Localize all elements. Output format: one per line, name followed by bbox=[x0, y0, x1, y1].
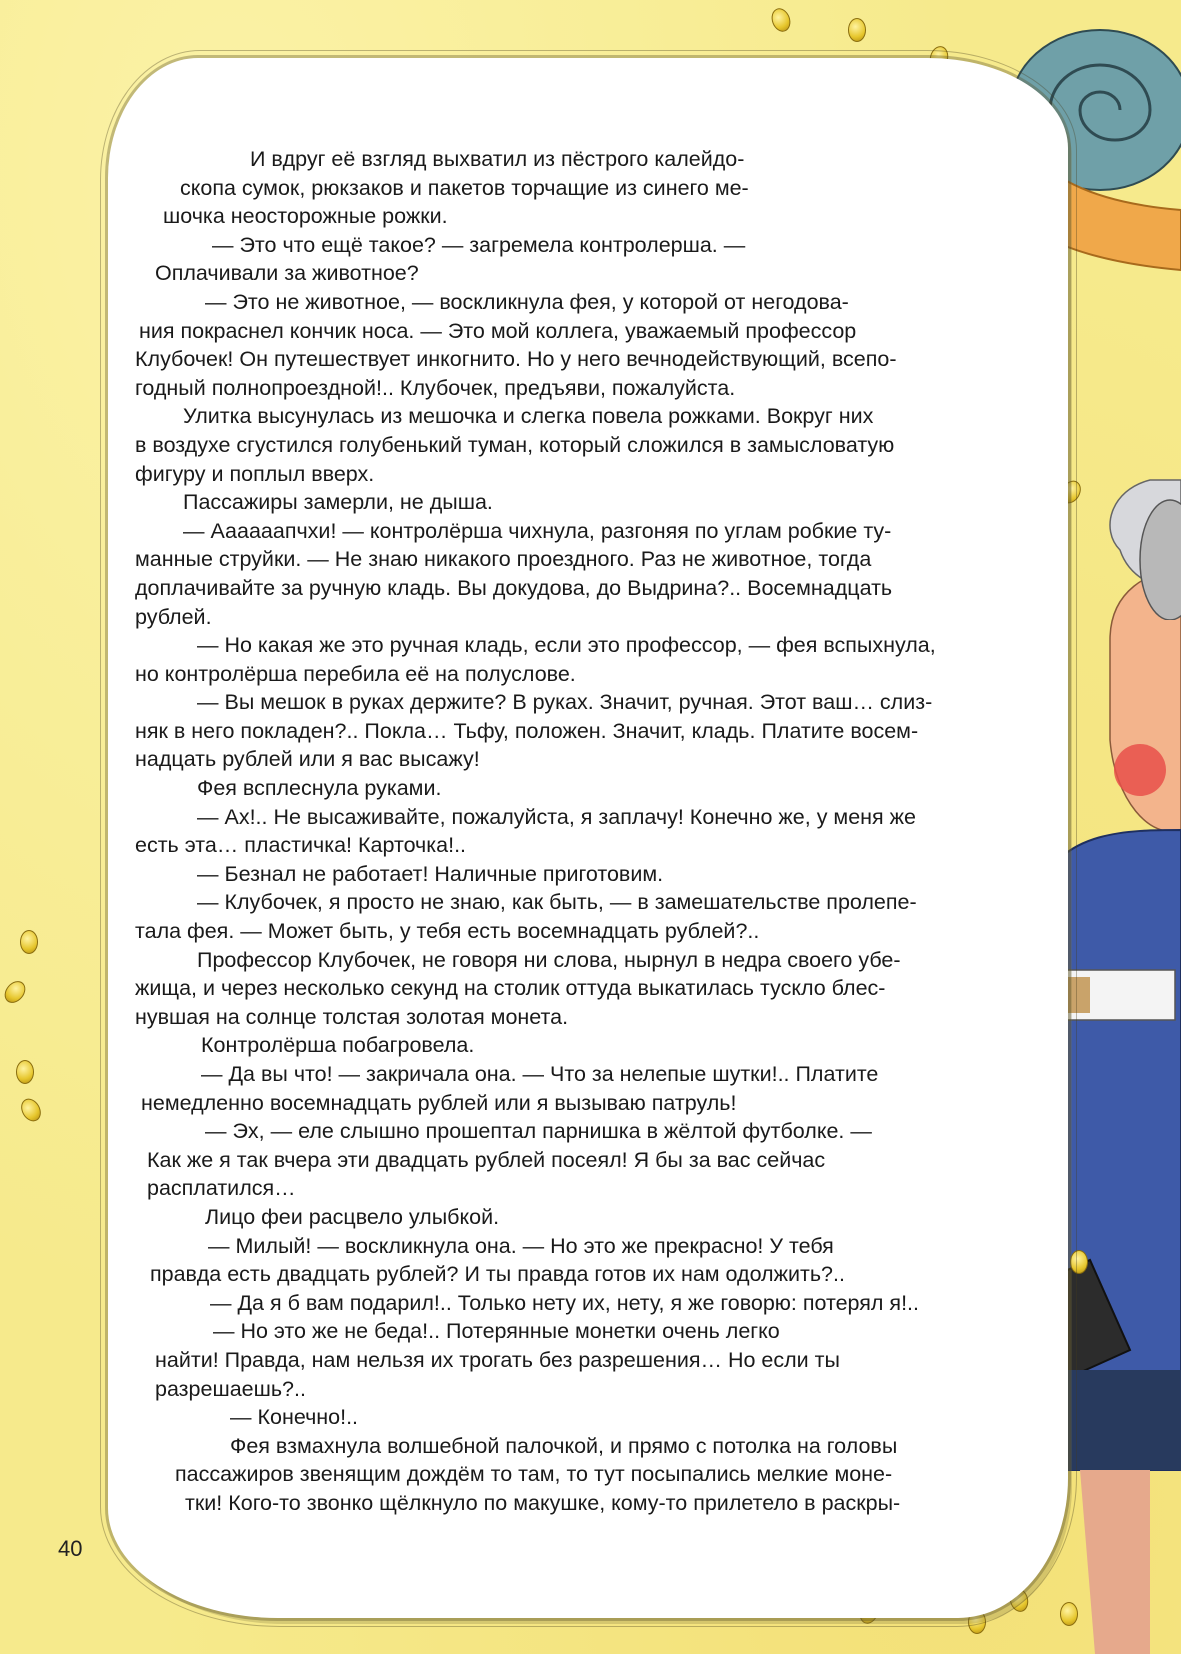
text-line: — Но это же не беда!.. Потерянные монетки очень легко bbox=[213, 1319, 780, 1344]
text-line: Оплачивали за животное? bbox=[155, 261, 419, 286]
text-line: И вдруг её взгляд выхватил из пёстрого калейдо- bbox=[250, 147, 745, 171]
text-line: расплатился… bbox=[147, 1176, 296, 1201]
text-line: шочка неосторожные рожки. bbox=[163, 204, 448, 229]
text-line: найти! Правда, нам нельзя их трогать без разрешения… Но если ты bbox=[155, 1347, 840, 1372]
text-line: Фея всплеснула руками. bbox=[197, 776, 442, 801]
coin-icon bbox=[16, 1060, 34, 1084]
text-line: Лицо феи расцвело улыбкой. bbox=[205, 1204, 500, 1229]
text-line: правда есть двадцать рублей? И ты правда готов их нам одолжить?.. bbox=[150, 1262, 845, 1287]
text-line: няк в него покладен?.. Покла… Тьфу, положен. Значит, кладь. Платите восем- bbox=[135, 718, 919, 743]
text-line: — Милый! — воскликнула она. — Но это же прекрасно! У тебя bbox=[208, 1233, 834, 1258]
text-line: рублей. bbox=[135, 604, 212, 629]
text-line: — Да вы что! — закричала она. — Что за нелепые шутки!.. Платите bbox=[201, 1062, 879, 1086]
text-line: — Безнал не работает! Наличные приготовим. bbox=[197, 861, 664, 886]
text-line: Пассажиры замерли, не дыша. bbox=[183, 490, 493, 515]
text-line: манные струйки. — Не знаю никакого проездного. Раз не животное, тогда bbox=[135, 547, 872, 572]
owl-illustration bbox=[1130, 490, 1181, 620]
text-line: Как же я так вчера эти двадцать рублей посеял! Я бы за вас сейчас bbox=[147, 1147, 826, 1172]
text-line: — Клубочек, я просто не знаю, как быть, — в замешательстве пролепе- bbox=[197, 890, 917, 915]
text-line: — Эх, — еле слышно прошептал парнишка в жёлтой футболке. — bbox=[205, 1119, 872, 1144]
text-line: — Аааааапчхи! — контролёрша чихнула, разгоняя по углам робкие ту- bbox=[183, 518, 892, 543]
text-line: — Вы мешок в руках держите? В руках. Значит, ручная. Этот ваш… слиз- bbox=[197, 690, 933, 715]
coin-icon bbox=[848, 18, 866, 42]
text-line: — Это не животное, — воскликнула фея, у которой от негодова- bbox=[205, 289, 849, 314]
text-line: тки! Кого-то звонко щёлкнуло по макушке, кому-то прилетело в раскры- bbox=[185, 1490, 901, 1515]
text-line: тала фея. — Может быть, у тебя есть восемнадцать рублей?.. bbox=[135, 919, 760, 944]
text-line: пассажиров звенящим дождём то там, то тут посыпались мелкие моне- bbox=[175, 1462, 893, 1487]
coin-icon bbox=[1060, 1602, 1078, 1626]
text-line: Контролёрша побагровела. bbox=[201, 1033, 475, 1058]
text-line: надцать рублей или я вас высажу! bbox=[135, 747, 480, 772]
text-line: — Конечно!.. bbox=[230, 1405, 359, 1430]
text-line: — Да я б вам подарил!.. Только нету их, нету, я же говорю: потерял я!.. bbox=[210, 1290, 919, 1315]
coin-icon bbox=[20, 930, 38, 954]
text-line: Фея взмахнула волшебной палочкой, и прямо с потолка на головы bbox=[230, 1433, 898, 1458]
text-line: Улитка высунулась из мешочка и слегка повела рожками. Вокруг них bbox=[183, 404, 874, 429]
text-line: немедленно восемнадцать рублей или я вызываю патруль! bbox=[141, 1090, 737, 1115]
story-text bbox=[135, 145, 1015, 1518]
text-line: разрешаешь?.. bbox=[155, 1376, 306, 1401]
text-line: Профессор Клубочек, не говоря ни слова, нырнул в недра своего убе- bbox=[197, 947, 901, 972]
text-line: жища, и через несколько секунд на столик оттуда выкатилась тускло блес- bbox=[135, 976, 886, 1001]
text-line: ния покраснел кончик носа. — Это мой коллега, уважаемый профессор bbox=[139, 318, 857, 343]
text-line: есть эта… пластичка! Карточка!.. bbox=[135, 833, 467, 858]
text-line: доплачивайте за ручную кладь. Вы докудова, до Выдрина?.. Восемнадцать bbox=[135, 575, 893, 600]
page-number: 40 bbox=[58, 1536, 83, 1561]
text-line: нувшая на солнце толстая золотая монета. bbox=[135, 1004, 569, 1029]
text-line: Клубочек! Он путешествует инкогнито. Но у него вечнодействующий, всепо- bbox=[135, 347, 897, 372]
text-line: скопа сумок, рюкзаков и пакетов торчащие из синего ме- bbox=[180, 175, 749, 200]
text-line: но контролёрша перебила её на полуслове. bbox=[135, 661, 576, 686]
text-line: в воздухе сгустился голубенький туман, который сложился в замысловатую bbox=[135, 432, 895, 457]
coin-icon bbox=[1070, 1250, 1088, 1274]
text-line: годный полнопроездной!.. Клубочек, предъяви, пожалуйста. bbox=[135, 375, 736, 400]
text-line: — Но какая же это ручная кладь, если это профессор, — фея вспыхнула, bbox=[197, 633, 936, 658]
text-line: — Это что ещё такое? — загремела контролерша. — bbox=[212, 232, 746, 257]
text-line: — Ах!.. Не высаживайте, пожалуйста, я заплачу! Конечно же, у меня же bbox=[197, 804, 916, 829]
text-line: фигуру и поплыл вверх. bbox=[135, 461, 375, 486]
